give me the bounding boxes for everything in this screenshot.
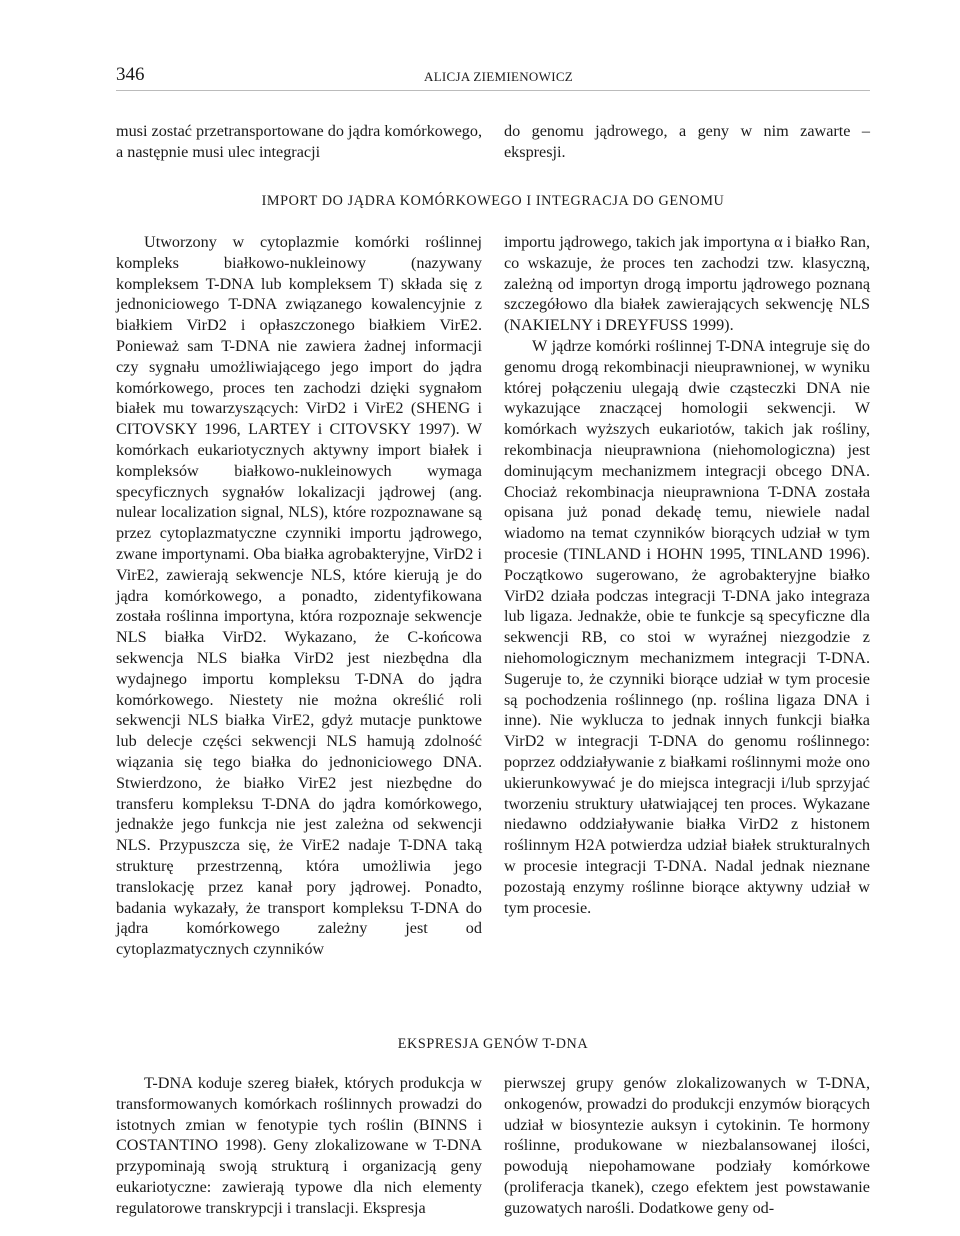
section2-left-column — [116, 1073, 482, 1219]
section2-right-column — [504, 1073, 870, 1219]
page-header — [116, 64, 870, 91]
page-number: 346 — [116, 64, 145, 85]
intro-right-column — [504, 121, 870, 163]
section-title-import: IMPORT DO JĄDRA KOMÓRKOWEGO I INTEGRACJA DO GENOMU — [261, 193, 725, 209]
intro-left-column — [116, 121, 482, 163]
running-head: ALICJA ZIEMIENOWICZ — [424, 69, 574, 84]
section1-right-paragraph-2: W jądrze komórki roślinnej T-DNA integruje się do genomu drogą rekombinacji nieuprawnionej, w wyniku której połączeniu ulegają dwie cząsteczki DNA nie wykazujące znaczącej homologii sekwencji. W komórkach wyższych eukariotów, takich jak rośliny, rekombinacja nieuprawniona (niehomologiczna) jest dominującym mechanizmem integracji obcego DNA. Chociaż rekombinacja nieuprawniona T-DNA została opisana już ponad dekadę temu, niewiele nadal wiadomo na temat czynników biorących udział w tym procesie (TINLAND i HOHN 1995, TINLAND 1996). Początkowo sugerowano, że agrobakteryjne białko VirD2 działa podczas integracji T-DNA jako integraza lub ligaza. Jednakże, obie te funkcje są specyficzne dla sekwencji RB, co stoi w wyraźnej niezgodzie z niehomologicznym mechanizmem integracji T-DNA. Sugeruje to, że czynniki biorące udział w tym procesie są pochodzenia roślinnego (np. roślina ligaza DNA i inne). Nie wyklucza to jednak innych funkcji białka VirD2 w integracji T-DNA do genomu roślinnego: poprzez oddziaływanie z białkami roślinnymi może ono ukierunkowywać je do miejsca integracji i/lub sprzyjać tworzeniu struktury ułatwiającej ten proces. Wykazane niedawno oddziaływanie białka VirD2 z histonem roślinnym H2A potwierdza udział białek strukturalnych w procesie integracji T-DNA. Nadal jednak nieznane pozostają enzymy roślinne biorące aktywny udział w tym procesie. — [504, 336, 870, 917]
section-title-expression: EKSPRESJA GENÓW T-DNA — [397, 1036, 589, 1052]
intro-right-text: do genomu jądrowego, a geny w nim zawarte – ekspresji. — [504, 122, 870, 161]
section1-right-paragraph-1: importu jądrowego, takich jak importyna α i białko Ran, co wskazuje, że proces ten zachodzi tzw. klasyczną, zależną od importyn drogą importu jądrowego poznaną szczegółowo dla białek zawierających sekwencję NLS (NAKIELNY i DREYFUSS 1999). — [504, 233, 870, 335]
section1-left-paragraph: Utworzony w cytoplazmie komórki roślinnej kompleks białkowo-nukleinowy (nazywany kompleksem T-DNA lub kompleksem T) składa się z jednoniciowego T-DNA związanego kowalencyjnie z białkiem VirD2 i opłaszczonego białkiem VirE2. Ponieważ sam T-DNA nie zawiera żadnej informacji czy sygnału umożliwiającego jego import do jądra komórkowego, proces ten zachodzi dzięki sygnałom białek mu towarzyszących: VirD2 i VirE2 (SHENG i CITOVSKY 1996, LARTEY i CITOVSKY 1997). W komórkach eukariotycznych aktywny import białek i kompleksów białkowo-nukleinowych wymaga specyficznych sygnałów lokalizacji jądrowej (ang. nulear localization signal, NLS), które rozpoznawane są przez cytoplazmatyczne czynniki importu jądrowego, zwane importynami. Oba białka agrobakteryjne, VirD2 i VirE2, zawierają sekwencje NLS, które kierują je do jądra komórkowego, a ponadto, zidentyfikowana została roślinna importyna, która rozpoznaje sekwencje NLS białka VirD2. Wykazano, że C-końcowa sekwencja NLS białka VirD2 jest niezbędna dla wydajnego importu kompleksu T-DNA do jądra komórkowego. Niestety nie można określić roli sekwencji NLS białka VirE2, gdyż mutacje punktowe lub delecje części sekwencji NLS hamują zdolność wiązania się tego białka do jednoniciowego DNA. Stwierdzono, że białko VirE2 jest niezbędne do transferu kompleksu T-DNA do jądra komórkowego, jednakże jego funkcja nie jest zależna od sekwencji NLS. Przypuszcza się, że VirE2 nadaje T-DNA taką strukturę przestrzenną, która umożliwia jego translokację przez kanał pory jądrowej. Ponadto, badania wykazały, że transport kompleksu T-DNA do jądra komórkowego zależny jest od cytoplazmatycznych czynników — [116, 233, 482, 959]
intro-left-text: musi zostać przetransportowane do jądra komórkowego, a następnie musi ulec integracji — [116, 122, 482, 161]
section1-left-column — [116, 232, 482, 960]
section1-right-column — [504, 232, 870, 918]
section2-right-paragraph: pierwszej grupy genów zlokalizowanych w T-DNA, onkogenów, prowadzi do produkcji enzymów biorących udział w biosyntezie auksyn i cytokinin. Te hormony roślinne, produkowane w niezbalansowanej ilości, powodują niepohamowane podziały komórkowe (proliferacja tkanek), czego efektem jest powstawanie guzowatych narośli. Dodatkowe geny od- — [504, 1074, 870, 1217]
section2-left-paragraph: T-DNA koduje szereg białek, których produkcja w transformowanych komórkach roślinnych prowadzi do istotnych zmian w fenotypie tych roślin (BINNS i COSTANTINO 1998). Geny zlokalizowane w T-DNA przypominają swoją strukturą i organizacją geny eukariotyczne: zawierają typowe dla nich elementy regulatorowe transkrypcji i translacji. Ekspresja — [116, 1074, 482, 1217]
